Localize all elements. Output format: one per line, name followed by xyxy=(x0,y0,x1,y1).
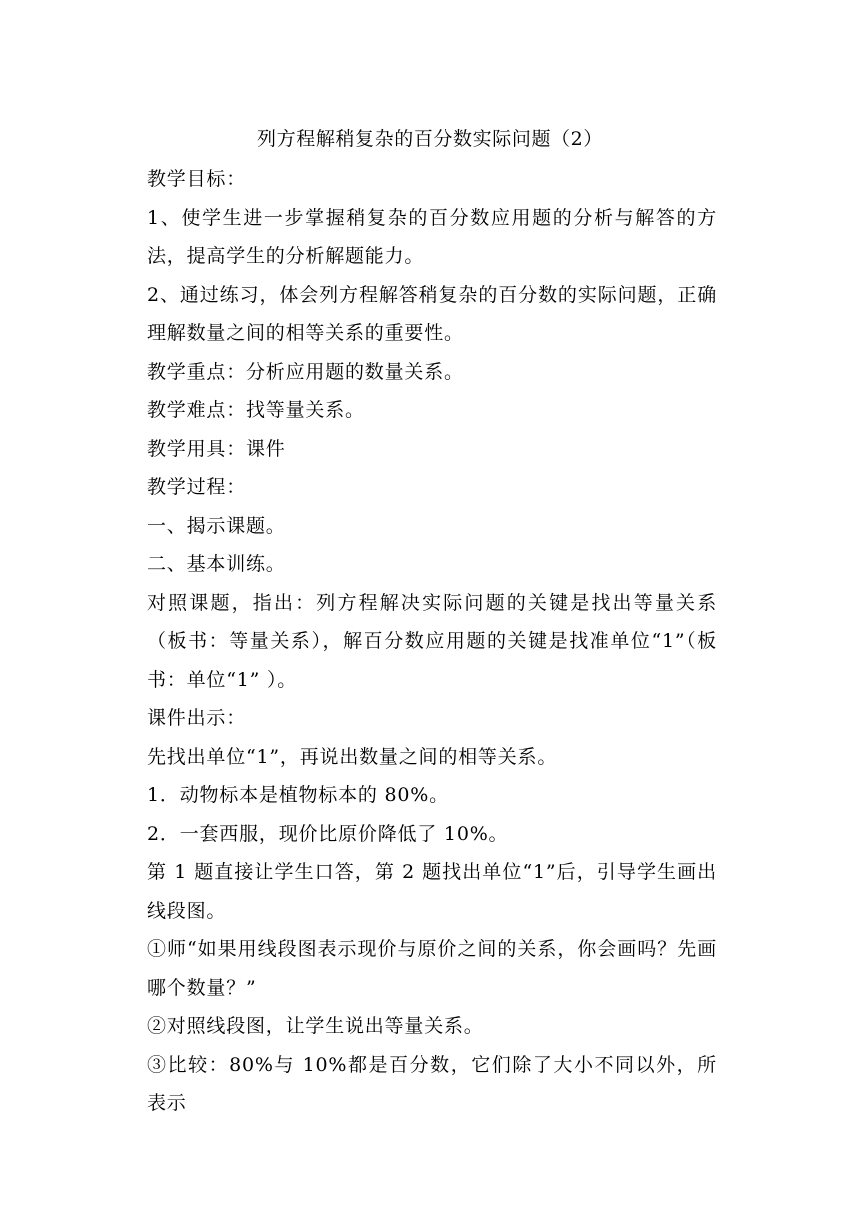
paragraph-question-1: 1．动物标本是植物标本的 80%。 xyxy=(147,784,449,806)
paragraph-teaching-tools: 教学用具：课件 xyxy=(147,437,286,460)
paragraph-process-heading: 教学过程： xyxy=(147,476,247,498)
paragraph-question-2: 2．一套西服，现价比原价降低了 10%。 xyxy=(147,822,509,845)
document-title: 列方程解稍复杂的百分数实际问题（2） xyxy=(257,128,603,150)
paragraph-guidance: 第 1 题直接让学生口答，第 2 题找出单位“1”后，引导学生画出线段图。 xyxy=(147,861,717,922)
paragraph-step-3: ③比较：80%与 10%都是百分数，它们除了大小不同以外，所表示 xyxy=(147,1053,717,1114)
paragraph-instruction: 先找出单位“1”，再说出数量之间的相等关系。 xyxy=(147,745,558,768)
paragraph-section-1: 一、揭示课题。 xyxy=(147,514,286,537)
paragraph-step-2: ②对照线段图，让学生说出等量关系。 xyxy=(147,1015,484,1037)
paragraph-key-point: 教学重点：分析应用题的数量关系。 xyxy=(147,360,464,383)
document-body xyxy=(147,160,717,1123)
paragraph-step-1: ①师“如果用线段图表示现价与原价之间的关系，你会画吗？先画哪个数量？” xyxy=(147,938,717,999)
paragraph-key-explanation: 对照课题，指出：列方程解决实际问题的关键是找出等量关系（板书：等量关系），解百分数应用题的关键是找准单位“1”（板书：单位“1” ）。 xyxy=(147,591,717,691)
paragraph-objective-1: 1、使学生进一步掌握稍复杂的百分数应用题的分析与解答的方法，提高学生的分析解题能力。 xyxy=(147,206,717,267)
paragraph-objectives-heading: 教学目标： xyxy=(147,168,247,190)
paragraph-section-2: 二、基本训练。 xyxy=(147,553,286,575)
paragraph-objective-2: 2、通过练习，体会列方程解答稍复杂的百分数的实际问题，正确理解数量之间的相等关系的重要性。 xyxy=(147,283,717,344)
paragraph-courseware-show: 课件出示： xyxy=(147,707,247,729)
paragraph-difficult-point: 教学难点：找等量关系。 xyxy=(147,399,365,421)
